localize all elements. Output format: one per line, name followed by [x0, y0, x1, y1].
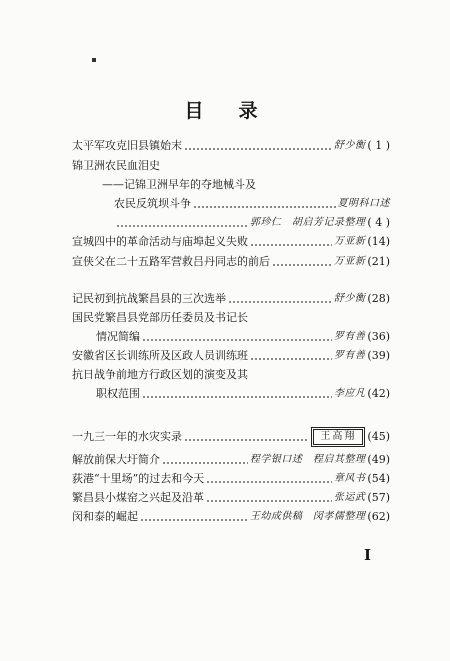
entry-page: (21) — [367, 255, 390, 268]
entry-title: 国民党繁昌县党部历任委员及书记长 — [72, 311, 248, 324]
dot-leader — [162, 462, 248, 464]
entry-title: 闵和泰的崛起 — [72, 510, 138, 523]
dot-leader — [272, 264, 332, 266]
toc-entry — [72, 137, 390, 154]
entry-page: ( 1 ) — [367, 139, 390, 152]
page-title: 目 录 — [184, 100, 266, 122]
entry-page: (42) — [367, 387, 390, 400]
entry-author: 万亚新 — [333, 256, 366, 267]
toc-entry — [72, 489, 390, 506]
entry-title: 情况简编 — [96, 330, 140, 343]
toc-entry — [114, 195, 390, 212]
toc-entry — [96, 328, 390, 345]
dot-leader — [193, 206, 336, 208]
entry-title: 抗日战争前地方行政区划的演变及其 — [72, 368, 248, 381]
entry-page: (57) — [367, 491, 390, 504]
dot-leader — [184, 148, 332, 150]
entry-author: 罗有善 — [333, 350, 366, 361]
entry-title: 安徽省区长训练所及区政人员训练班 — [72, 349, 248, 362]
entry-title: 宣侠父在二十五路军营救吕丹同志的前后 — [72, 255, 270, 268]
entry-title: 太平军攻克旧县镇始末 — [72, 139, 182, 152]
toc-entry — [72, 428, 390, 445]
entry-page: (45) — [367, 430, 390, 443]
toc-entry — [72, 366, 390, 383]
entry-page: ( 4 ) — [367, 216, 390, 229]
toc-entry — [72, 253, 390, 270]
entry-title: 农民反筑坝斗争 — [114, 197, 191, 210]
entry-author: 王幼成供稿 闵孝儒整理 — [249, 511, 366, 522]
entry-author: 舒少衡 — [333, 293, 366, 304]
entry-title: 锦卫洲农民血泪史 — [72, 159, 160, 172]
entry-page: (62) — [367, 510, 390, 523]
dot-leader — [142, 339, 332, 341]
entry-author: 罗有善 — [333, 331, 366, 342]
entry-title: 解放前保大圩简介 — [72, 453, 160, 466]
entry-title: 繁昌县小煤窑之兴起及沿革 — [72, 491, 204, 504]
entry-page: (54) — [367, 472, 390, 485]
entry-author: 万亚新 — [333, 236, 366, 247]
dot-leader — [142, 396, 332, 398]
entry-title: 荻港“十里场”的过去和今天 — [72, 472, 205, 485]
toc-entry — [72, 233, 390, 250]
dot-leader — [250, 358, 332, 360]
dot-leader — [206, 481, 332, 483]
toc-entry — [114, 214, 390, 231]
toc-entry — [72, 451, 390, 468]
toc-entry — [72, 309, 390, 326]
entry-page: (39) — [367, 349, 390, 362]
toc-entry — [72, 470, 390, 487]
entry-page: (14) — [367, 235, 390, 248]
entry-author: 李应凡 — [333, 388, 366, 399]
entry-author: 程学银口述 程启其整理 — [249, 454, 366, 465]
entry-title: 一九三一年的水灾实录 — [72, 430, 182, 443]
dot-leader — [116, 225, 248, 227]
toc-entry — [72, 508, 390, 525]
dot-leader — [140, 519, 248, 521]
entry-author: 舒少衡 — [333, 140, 366, 151]
entry-title: 宣城四中的革命活动与庙埠起义失败 — [72, 235, 248, 248]
roman-page-number: I — [364, 546, 372, 564]
entry-page: (36) — [367, 330, 390, 343]
dot-leader — [228, 301, 332, 303]
toc-entry — [72, 157, 390, 174]
entry-author-stamp: 王高翔 — [313, 429, 363, 445]
entry-title: 记民初到抗战繁昌县的三次选举 — [72, 292, 226, 305]
dot-leader — [250, 244, 332, 246]
entry-title: ——记锦卫洲早年的夺地械斗及 — [102, 178, 256, 191]
dot-leader — [184, 439, 309, 441]
entry-author: 张运武 — [333, 492, 366, 503]
scan-speck — [92, 58, 96, 62]
entry-page: (49) — [367, 453, 390, 466]
dot-leader — [206, 500, 332, 502]
entry-author: 郭珍仁 胡启芳记录整理 — [249, 217, 366, 228]
toc-entry — [96, 385, 390, 402]
toc-entry — [72, 290, 390, 307]
entry-title: 职权范围 — [96, 387, 140, 400]
entry-page: (28) — [367, 292, 390, 305]
toc-entry — [102, 176, 362, 193]
entry-author: 章风书 — [333, 473, 366, 484]
entry-author: 夏明科口述 — [337, 198, 390, 209]
toc-entry — [72, 347, 390, 364]
